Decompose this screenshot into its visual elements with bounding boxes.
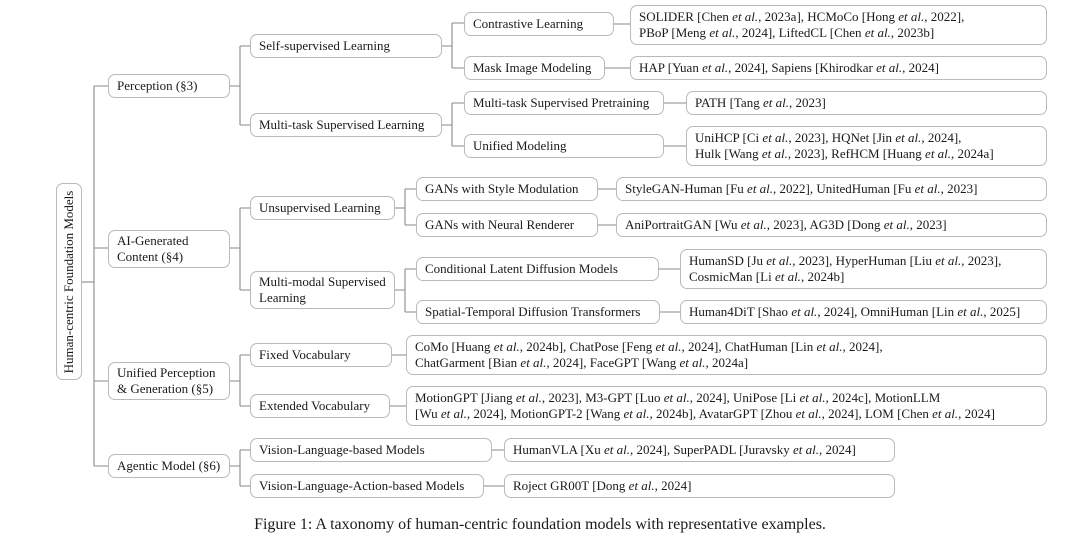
citation-etal: et al.	[925, 146, 952, 161]
citation-line	[415, 355, 883, 371]
citation-text: PATH [Tang	[695, 95, 763, 110]
citation-text: , 2023]	[788, 95, 826, 110]
citation-text: , 2023], AG3D [Dong	[766, 217, 884, 232]
citation-line	[689, 269, 1001, 285]
node-unsupervised-label: Unsupervised Learning	[259, 200, 381, 215]
citation-line	[513, 442, 856, 458]
citation-line	[625, 181, 977, 197]
citation-etal: et al.	[864, 25, 891, 40]
citation-text: , 2023], M3-GPT [Luo	[541, 390, 664, 405]
figure-caption: Figure 1: A taxonomy of human-centric foundation models with representative examples.	[254, 516, 826, 533]
node-mt-pretraining	[464, 91, 664, 115]
citation-text: , 2024]	[958, 406, 995, 421]
node-spatial-temporal	[416, 300, 660, 324]
citation-text: , 2024], LiftedCL [Chen	[735, 25, 865, 40]
node-mt-pretraining-label: Multi-task Supervised Pretraining	[473, 95, 650, 110]
citation-etal: et al.	[914, 181, 941, 196]
citation-text: , 2024], UniPose [Li	[689, 390, 800, 405]
citation-text: , 2024b], ChatPose [Feng	[519, 339, 656, 354]
citation-text: AniPortraitGAN [Wu	[625, 217, 741, 232]
citation-etal: et al.	[761, 146, 788, 161]
citation-text: , 2024]	[654, 478, 692, 493]
node-contrastive	[464, 12, 614, 36]
citation-etal: et al.	[663, 390, 690, 405]
node-self-supervised	[250, 34, 442, 58]
node-unified	[108, 362, 230, 400]
citation-text: HAP [Yuan	[639, 60, 703, 75]
citation-text: , 2024b], AvatarGPT [Zhou	[649, 406, 796, 421]
citation-etal: et al.	[883, 217, 910, 232]
citation-line	[639, 9, 964, 25]
citation-text: MotionGPT [Jiang	[415, 390, 516, 405]
citation-text: SOLIDER [Chen	[639, 9, 733, 24]
node-perception-label: Perception (§3)	[117, 78, 198, 93]
citation-etal: et al.	[623, 406, 650, 421]
citation-text: [Wu	[415, 406, 441, 421]
node-unified-modeling-label: Unified Modeling	[473, 138, 567, 153]
node-cond-latent-label: Conditional Latent Diffusion Models	[425, 261, 618, 276]
citation-etal: et al.	[604, 442, 630, 457]
citation-etal: et al.	[935, 253, 962, 268]
citation-etal: et al.	[792, 442, 819, 457]
citation-etal: et al.	[957, 304, 984, 319]
citation-line	[415, 390, 995, 406]
citation-etal: et al.	[766, 253, 793, 268]
node-self-supervised-label: Self-supervised Learning	[259, 38, 391, 53]
citation-text: , 2024]	[902, 60, 939, 75]
citation-text: , 2024c], MotionLLM	[825, 390, 941, 405]
citation-line	[639, 25, 964, 41]
root-node	[56, 183, 82, 380]
citation-text: Roject GR00T [Dong	[513, 478, 629, 493]
leaf-gan-neural	[616, 213, 1047, 237]
node-agentic-label: Agentic Model (§6)	[117, 458, 221, 473]
citation-text: ChatGarment [Bian	[415, 355, 521, 370]
node-aigc	[108, 230, 230, 268]
citation-text: , 2024]	[818, 442, 856, 457]
leaf-contrastive	[630, 5, 1047, 45]
node-cond-latent	[416, 257, 659, 281]
node-gan-style-label: GANs with Style Modulation	[425, 181, 579, 196]
node-vl-based	[250, 438, 492, 462]
citation-text: , 2024a]	[705, 355, 749, 370]
citation-text: , 2024], Sapiens [Khirodkar	[728, 60, 877, 75]
citation-etal: et al.	[816, 339, 843, 354]
leaf-vla-based	[504, 474, 895, 498]
citation-text: , 2024], OmniHuman [Lin	[817, 304, 958, 319]
citation-line	[695, 130, 994, 146]
citation-line	[695, 95, 826, 111]
citation-text: , 2024], SuperPADL [Juravsky	[630, 442, 793, 457]
citation-text: , 2023]	[940, 181, 978, 196]
citation-text: , 2024], ChatHuman [Lin	[681, 339, 817, 354]
leaf-fixed-vocab	[406, 335, 1047, 375]
root-label: Human-centric Foundation Models	[61, 190, 76, 373]
citation-text: , 2024], MotionGPT-2 [Wang	[466, 406, 624, 421]
node-extended-vocab-label: Extended Vocabulary	[259, 398, 371, 413]
citation-line	[513, 478, 692, 494]
citation-etal: et al.	[762, 130, 789, 145]
leaf-vl-based	[504, 438, 895, 462]
citation-text: UniHCP [Ci	[695, 130, 763, 145]
citation-text: , 2023], HQNet [Jin	[788, 130, 896, 145]
node-mask-image	[464, 56, 605, 80]
node-aigc-line2: Content (§4)	[117, 249, 184, 264]
citation-text: Hulk [Wang	[695, 146, 762, 161]
citation-text: HumanVLA [Xu	[513, 442, 604, 457]
node-gan-neural-label: GANs with Neural Renderer	[425, 217, 575, 232]
citation-line	[695, 146, 994, 162]
node-mask-image-label: Mask Image Modeling	[473, 60, 592, 75]
citation-text: , 2023]	[909, 217, 947, 232]
leaf-unified-modeling	[686, 126, 1047, 166]
citation-text: , 2024],	[921, 130, 962, 145]
node-fixed-vocab	[250, 343, 392, 367]
citation-etal: et al.	[709, 25, 736, 40]
citation-etal: et al.	[895, 130, 922, 145]
node-vla-based-label: Vision-Language-Action-based Models	[259, 478, 465, 493]
citation-line	[689, 304, 1020, 320]
citation-text: , 2023], HyperHuman [Liu	[792, 253, 936, 268]
node-vl-based-label: Vision-Language-based Models	[259, 442, 425, 457]
node-multi-modal-line2: Learning	[259, 290, 306, 305]
node-agentic	[108, 454, 230, 478]
leaf-mt-pretraining	[686, 91, 1047, 115]
citation-etal: et al.	[515, 390, 542, 405]
citation-text: , 2025]	[983, 304, 1021, 319]
citation-etal: et al.	[740, 217, 767, 232]
node-unified-modeling	[464, 134, 664, 158]
node-multi-task	[250, 113, 442, 137]
citation-etal: et al.	[762, 95, 789, 110]
citation-text: , 2022],	[924, 9, 965, 24]
citation-etal: et al.	[795, 406, 822, 421]
citation-etal: et al.	[679, 355, 706, 370]
node-gan-neural	[416, 213, 598, 237]
node-multi-modal	[250, 271, 395, 309]
citation-text: CoMo [Huang	[415, 339, 494, 354]
citation-etal: et al.	[791, 304, 818, 319]
leaf-gan-style	[616, 177, 1047, 201]
citation-text: PBoP [Meng	[639, 25, 710, 40]
citation-etal: et al.	[774, 269, 801, 284]
citation-etal: et al.	[440, 406, 467, 421]
citation-etal: et al.	[747, 181, 774, 196]
citation-etal: et al.	[876, 60, 903, 75]
citation-text: , 2022], UnitedHuman [Fu	[773, 181, 915, 196]
citation-line	[415, 339, 883, 355]
citation-line	[415, 406, 995, 422]
citation-text: , 2024], LOM [Chen	[821, 406, 933, 421]
node-unified-line1: Unified Perception	[117, 365, 216, 380]
citation-text: Human4DiT [Shao	[689, 304, 792, 319]
leaf-extended-vocab	[406, 386, 1047, 426]
leaf-mask-image	[630, 56, 1047, 80]
citation-text: , 2024b]	[800, 269, 845, 284]
node-unsupervised	[250, 196, 395, 220]
citation-text: , 2023a], HCMoCo [Hong	[758, 9, 899, 24]
node-multi-task-label: Multi-task Supervised Learning	[259, 117, 425, 132]
citation-etal: et al.	[799, 390, 826, 405]
leaf-spatial-temporal	[680, 300, 1047, 324]
citation-text: , 2024a]	[951, 146, 994, 161]
citation-etal: et al.	[702, 60, 729, 75]
node-extended-vocab	[250, 394, 390, 418]
node-perception	[108, 74, 230, 98]
citation-etal: et al.	[732, 9, 759, 24]
node-fixed-vocab-label: Fixed Vocabulary	[259, 347, 351, 362]
citation-text: , 2023b]	[890, 25, 935, 40]
citation-text: , 2024], FaceGPT [Wang	[546, 355, 680, 370]
node-spatial-temporal-label: Spatial-Temporal Diffusion Transformers	[425, 304, 641, 319]
citation-text: , 2023], RefHCM [Huang	[787, 146, 926, 161]
citation-etal: et al.	[493, 339, 520, 354]
node-aigc-line1: AI-Generated	[117, 233, 189, 248]
citation-etal: et al.	[655, 339, 682, 354]
citation-etal: et al.	[898, 9, 925, 24]
citation-etal: et al.	[932, 406, 959, 421]
node-multi-modal-line1: Multi-modal Supervised	[259, 274, 386, 289]
node-unified-line2: & Generation (§5)	[117, 381, 214, 396]
node-contrastive-label: Contrastive Learning	[473, 16, 584, 31]
node-gan-style	[416, 177, 598, 201]
citation-etal: et al.	[520, 355, 547, 370]
node-vla-based	[250, 474, 484, 498]
citation-line	[639, 60, 939, 76]
leaf-cond-latent	[680, 249, 1047, 289]
citation-line	[689, 253, 1001, 269]
citation-text: StyleGAN-Human [Fu	[625, 181, 748, 196]
citation-etal: et al.	[628, 478, 655, 493]
citation-line	[625, 217, 947, 233]
citation-text: HumanSD [Ju	[689, 253, 767, 268]
citation-text: , 2024],	[842, 339, 883, 354]
citation-text: , 2023],	[961, 253, 1002, 268]
citation-text: CosmicMan [Li	[689, 269, 775, 284]
